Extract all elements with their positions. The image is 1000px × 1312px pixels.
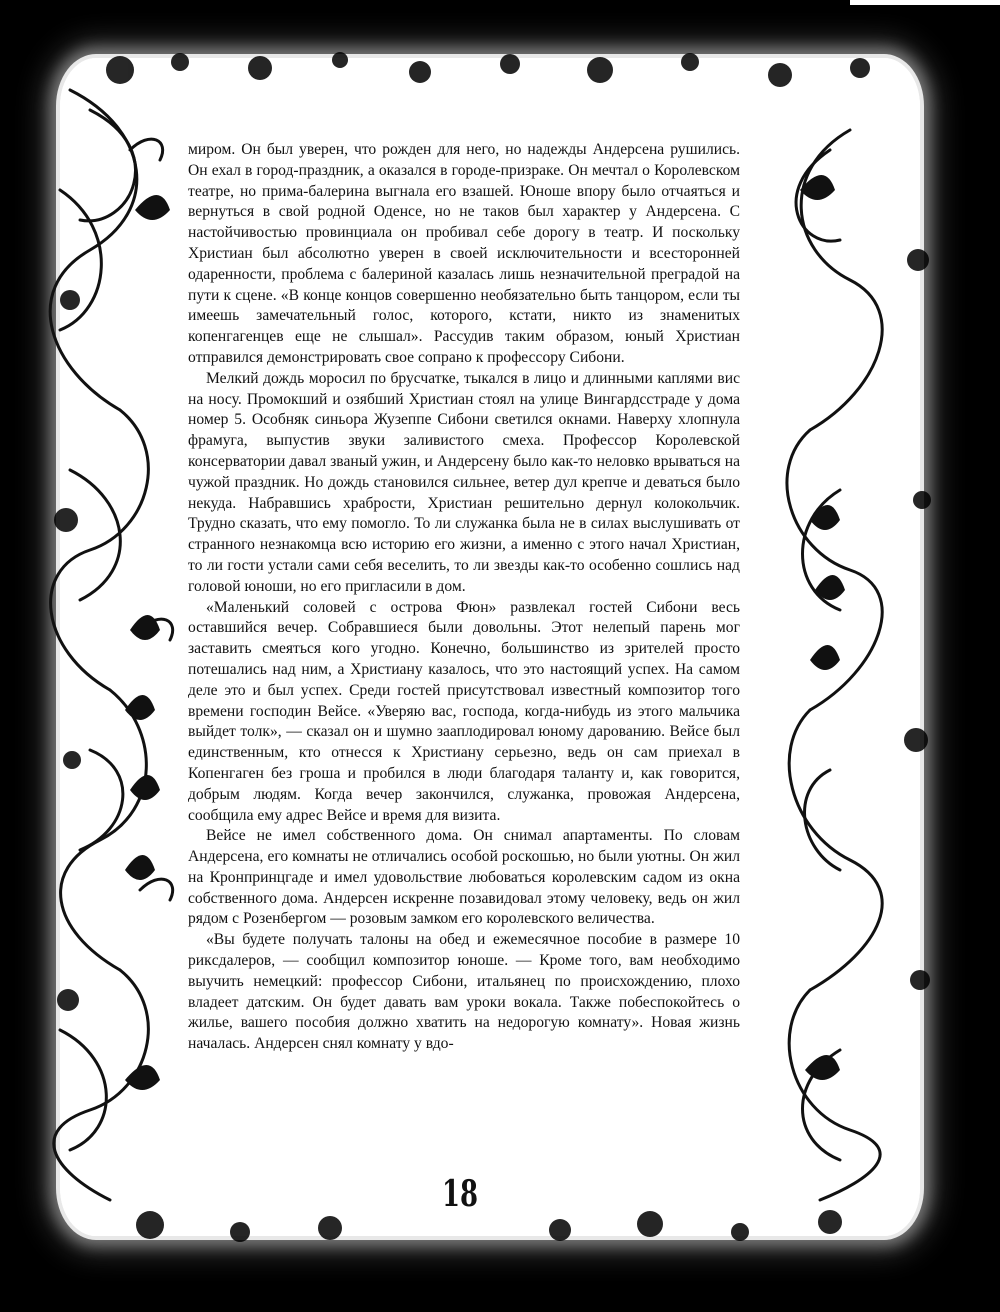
left-floral-ornament-icon xyxy=(30,70,180,1210)
paragraph-1: миром. Он был уверен, что рожден для него, но надежды Андерсена рушились. Он ехал в город-праздник, а оказался в городе-призраке. Он мечтал о Королевском театре, но прима-балерина выгнала его взашей. Юноше впору было отчаяться и вернуться в свой родной Оденсе, но не таков был характер у Андерсена. С настойчивостью провинциала он пробивал себе дорогу в театр. И поскольку Христиан был абсолютно уверен в своей исключительности и всесторонней одаренности, проблема с балериной казалась лишь незначительной преградой на пути к сцене. «В конце концов совершенно необязательно быть танцором, если ты имеешь замечательный голос, которого, кстати, никто из знаменитых копенгагенцев еще не слышал». Рассудив таким образом, юный Христиан отправился демонстрировать свое сопрано к профессору Сибони. xyxy=(188,141,740,366)
body-text xyxy=(188,140,740,1170)
right-floral-ornament-icon xyxy=(770,70,890,1210)
paragraph-5: «Вы будете получать талоны на обед и ежемесячное пособие в размере 10 рикcдалеров, — сообщил композитор юноше. — Кроме того, вам необходимо выучить немецкий: профессор Сибони, итальянец по происхождению, плохо владеет датским. Он будет давать вам уроки вокала. Также побеспокойтесь о жилье, вашего пособия должно хватить на недорогую комнату». Новая жизнь началась. Андерсен снял комнату у вдо- xyxy=(188,931,740,1053)
paragraph-2: Мелкий дождь моросил по брусчатке, тыкался в лицо и длинными каплями вис на носу. Промокший и озябший Христиан стоял на улице Вингардсстраде у дома номер 5. Особняк синьора Жузеппе Сибони светился окнами. Наверху хлопнула фрамуга, выпустив звуки заливистого смеха. Профессор Королевской консерватории давал званый ужин, и Андерсену было как-то неловко врываться на чужой праздник. Но дождь становился сильнее, ветер дул крепче и деваться было некуда. Набравшись храбрости, Христиан решительно дернул колокольчик. Трудно сказать, что ему помогло. То ли служанка была не в силах выслушивать от странного незнакомца всю историю его жизни, а именно с этого начал Христиан, то ли гости устали сами себя веселить, то ли звезды как-то особенно сошлись над головой юноши, но его пригласили в дом. xyxy=(188,369,740,595)
paragraph-3: «Маленький соловей с острова Фюн» развлекал гостей Сибони весь оставшийся вечер. Собравшиеся были довольны. Этот нелепый парень мог заставить смеяться кого угодно. Конечно, большинство из зрителей просто потешались над ним, а Христиану казалось, что это настоящий успех. На самом деле это и был успех. Среди гостей присутствовал известный композитор того времени господин Вейсе. «Уверяю вас, господа, когда-нибудь из этого мальчика выйдет толк», — сказал он и шумно зааплодировал юному дарованию. Вейсе был единственным, кто отнесся к Христиану серьезно, ведь он сам приехал в Копенгаген без гроша и пробился в люди благодаря таланту и, как говорится, добрым людям. Когда вечер закончился, служанка, провожая Андерсена, сообщила ему адрес Вейсе и время для визита. xyxy=(188,598,740,824)
top-edge-strip xyxy=(850,0,1000,5)
paragraph-4: Вейсе не имел собственного дома. Он снимал апартаменты. По словам Андерсена, его комнаты не отличались особой роскошью, но были уютны. Он жил на Кронпринцгаде и имел удовольствие любоваться королевским садом из окна собственного дома. Андерсен искренне позавидовал этому человеку, ведь он жил рядом с Розенбергом — розовым замком его королевского величества. xyxy=(188,827,740,928)
page-number: 18 xyxy=(441,1173,479,1215)
